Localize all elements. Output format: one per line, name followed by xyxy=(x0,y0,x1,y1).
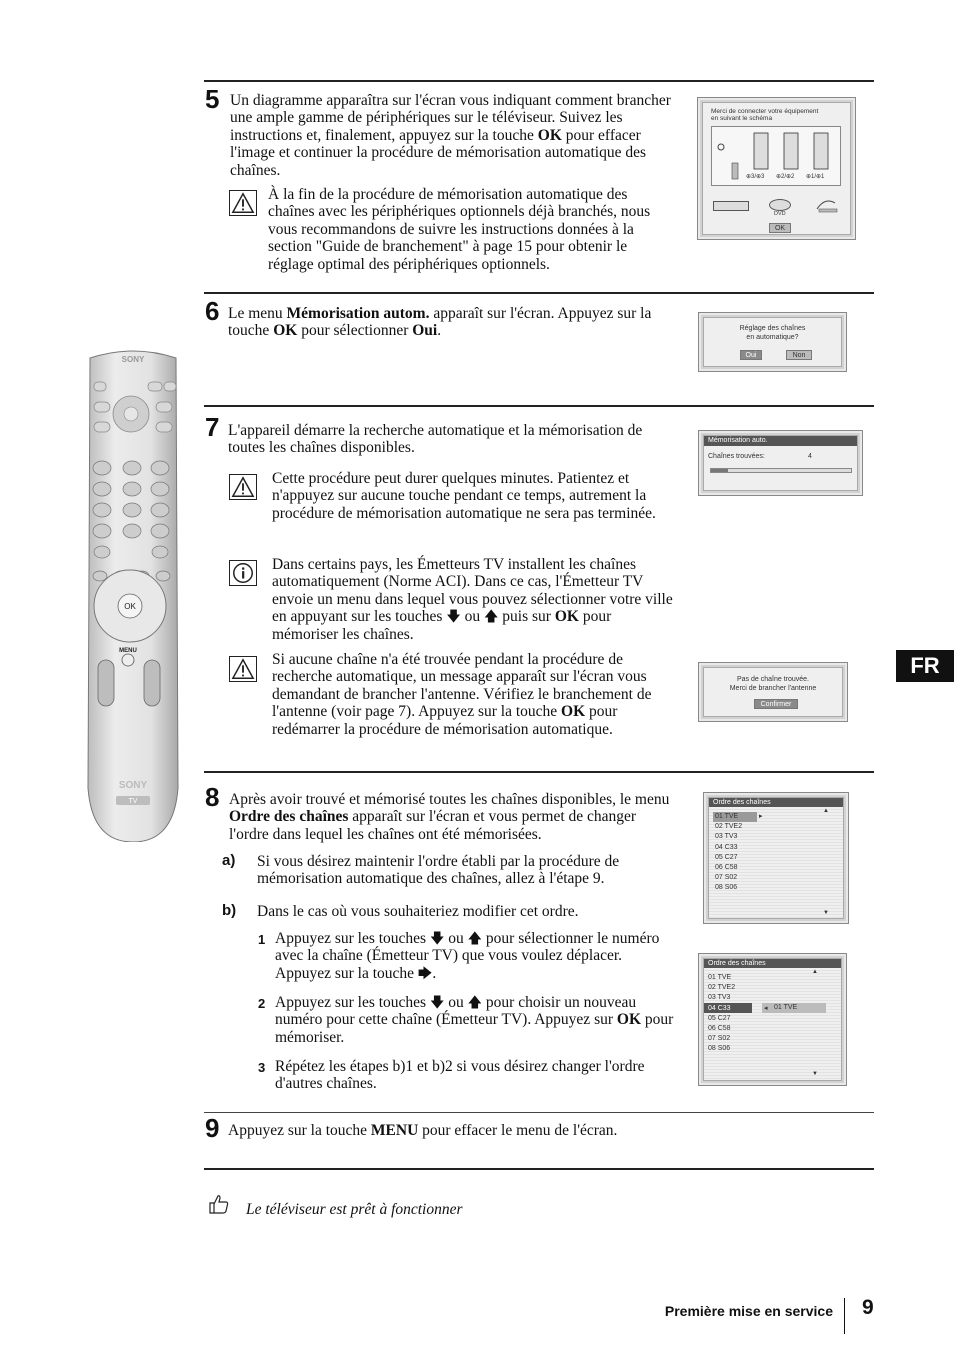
divider xyxy=(204,1112,874,1113)
progress-bar xyxy=(710,468,852,473)
warning-icon xyxy=(229,190,257,216)
arrow-down-icon: 🡇 xyxy=(446,609,461,626)
dvd-icon xyxy=(769,199,791,211)
language-tab: FR xyxy=(896,650,954,682)
step-8-a-text: Si vous désirez maintenir l'ordre établi par la procédure de mémorisation automatique des chaînes, allez à l'étape 9. xyxy=(257,853,620,888)
step-8-text: Après avoir trouvé et mémorisé toutes les chaînes disponibles, le menu Ordre des chaînes apparaît sur l'écran et vous permet de changer l'ordre dans lequel les chaînes ont été mémorisées. xyxy=(229,791,670,843)
arrow-left-icon: ◂ xyxy=(764,1005,768,1012)
step-9-number: 9 xyxy=(205,1113,220,1143)
no-channel-line-1: Pas de chaîne trouvée. xyxy=(737,676,809,683)
list-item[interactable]: 02 TVE2 xyxy=(708,984,736,992)
scroll-up-icon: ▲ xyxy=(823,808,829,814)
list-item[interactable]: 05 C27 xyxy=(715,853,738,861)
diagram-line-2: en suivant le schéma xyxy=(711,115,773,122)
move-target-label: 01 TVE xyxy=(774,1004,798,1011)
list-item[interactable]: 07 S02 xyxy=(715,874,738,882)
page-number: 9 xyxy=(862,1296,874,1319)
step-8-b-label: b) xyxy=(222,902,237,919)
step-7-warning-2: Si aucune chaîne n'a été trouvée pendant la procédure de recherche automatique, un message apparaît sur l'écran vous demandant de brancher l'antenne. Vérifiez le branchement de l'antenne (voir page 7). Appuyez sur la touche OK pour redémarrer la procédure de mémorisation automatique. xyxy=(272,651,652,738)
substep-3-text: Répétez les étapes b)1 et b)2 si vous désirez changer l'ordre d'autres chaînes. xyxy=(275,1058,645,1093)
satellite-icon xyxy=(815,197,839,213)
screen-connection-diagram xyxy=(697,97,856,240)
screen-channel-order-2 xyxy=(698,953,847,1086)
channels-found-count: 4 xyxy=(808,453,812,460)
scroll-down-icon: ▼ xyxy=(812,1071,818,1077)
step-8-a-label: a) xyxy=(222,852,236,869)
channels-found-label: Chaînes trouvées: xyxy=(708,453,765,460)
prompt-line-2: en automatique? xyxy=(746,334,799,341)
screen-auto-store xyxy=(698,430,863,496)
list-item[interactable]: 06 C58 xyxy=(708,1025,731,1033)
step-8-number: 8 xyxy=(205,782,220,812)
list-item[interactable]: 04 C33 xyxy=(708,1004,731,1012)
step-7-text: L'appareil démarre la recherche automatique et la mémorisation de toutes les chaînes disponibles. xyxy=(228,422,643,457)
arrow-down-icon: 🡇 xyxy=(429,995,445,1011)
scroll-down-icon: ▼ xyxy=(823,910,829,916)
step-7-warning-1: Cette procédure peut durer quelques minutes. Patientez et n'appuyez sur aucune touche pendant ce temps, autrement la procédure de mémorisation automatique ne sera pas terminée. xyxy=(272,470,656,522)
svg-text:TV: TV xyxy=(128,798,138,805)
scart-label-3: ⊕3/⊕3 xyxy=(746,174,765,180)
list-item[interactable]: 01 TVE xyxy=(708,974,732,981)
confirm-button[interactable]: Confirmer xyxy=(754,699,798,709)
svg-text:MENU: MENU xyxy=(119,648,137,654)
screen-no-channel xyxy=(698,662,848,722)
list-item[interactable]: 03 TV3 xyxy=(715,833,738,841)
diagram-ok-button[interactable]: OK xyxy=(769,223,791,233)
divider xyxy=(204,80,874,82)
diagram-line-1: Merci de connecter votre équipement xyxy=(711,108,819,115)
list-item[interactable]: 02 TVE2 xyxy=(715,823,743,831)
list-item[interactable]: 04 C33 xyxy=(715,843,738,851)
substep-1-text: Appuyez sur les touches 🡇 ou 🡅 pour sélectionner le numéro avec la chaîne (Émetteur TV) que vous voulez déplacer. Appuyez sur la touche 🡆. xyxy=(275,930,660,982)
arrow-right-icon: 🡆 xyxy=(417,965,433,982)
step-5-text: Un diagramme apparaîtra sur l'écran vous indiquant comment brancher une ample gamme de périphériques sur le téléviseur. Suivez les instructions et, finalement, appuyez sur la touche OK pour effacer l'image et continuer la procédure de mémorisation automatique des chaînes. xyxy=(230,92,671,179)
info-icon xyxy=(229,560,257,586)
footer-divider xyxy=(844,1298,845,1334)
list-item[interactable]: 01 TVE xyxy=(715,813,739,820)
screen-channel-order-1 xyxy=(703,792,849,924)
substep-2-number: 2 xyxy=(258,996,266,1011)
prompt-line-1: Réglage des chaînes xyxy=(739,325,806,332)
list-item[interactable]: 08 S06 xyxy=(708,1045,731,1053)
channel-order-title: Ordre des chaînes xyxy=(709,798,843,807)
step-9-text: Appuyez sur la touche MENU pour effacer le menu de l'écran. xyxy=(228,1122,618,1139)
list-item[interactable]: 06 C58 xyxy=(715,864,738,872)
screen-auto-tuning-prompt xyxy=(698,312,847,372)
channel-order-title: Ordre des chaînes xyxy=(704,959,841,968)
arrow-up-icon: 🡅 xyxy=(484,609,499,626)
divider xyxy=(204,405,874,407)
divider xyxy=(204,1168,874,1170)
divider xyxy=(204,771,874,773)
remote-control-illustration xyxy=(84,348,182,842)
svg-text:SONY: SONY xyxy=(118,780,148,791)
scroll-up-icon: ▲ xyxy=(812,969,818,975)
yes-button[interactable]: Oui xyxy=(740,350,762,360)
warning-icon xyxy=(229,474,257,500)
final-note: Le téléviseur est prêt à fonctionner xyxy=(246,1201,463,1218)
arrow-up-icon: 🡅 xyxy=(467,995,483,1011)
arrow-up-icon: 🡅 xyxy=(467,931,483,947)
vcr-icon xyxy=(713,201,749,211)
dvd-label: DVD xyxy=(774,211,786,217)
step-6-text: Le menu Mémorisation autom. apparaît sur l'écran. Appuyez sur la touche OK pour sélectionner Oui. xyxy=(228,305,652,340)
auto-store-title: Mémorisation auto. xyxy=(704,436,857,446)
list-item[interactable]: 03 TV3 xyxy=(708,994,731,1002)
list-item[interactable]: 05 C27 xyxy=(708,1014,731,1022)
no-channel-line-2: Merci de brancher l'antenne xyxy=(729,685,817,692)
svg-text:SONY: SONY xyxy=(121,355,145,364)
scart-label-2: ⊕2/⊕2 xyxy=(776,174,795,180)
thumbs-up-icon xyxy=(207,1192,231,1216)
list-item[interactable]: 07 S02 xyxy=(708,1035,731,1043)
warning-icon xyxy=(229,656,257,682)
tv-back-panel xyxy=(711,126,841,186)
no-button[interactable]: Non xyxy=(786,350,812,360)
substep-3-number: 3 xyxy=(258,1060,266,1075)
divider xyxy=(204,292,874,294)
list-item[interactable]: 08 S06 xyxy=(715,884,738,892)
arrow-right-icon: ▸ xyxy=(759,813,763,820)
step-5-warning-text: À la fin de la procédure de mémorisation automatique des chaînes avec les périphériques optionnels déjà branchés, nous vous recommandons de suivre les instructions données à la section "Guide de branchement" à page 15 pour obtenir le réglage optimal des périphériques optionnels. xyxy=(268,186,651,273)
step-7-number: 7 xyxy=(205,412,220,442)
step-5-number: 5 xyxy=(205,84,220,114)
scart-label-1: ⊕1/⊕1 xyxy=(806,174,825,180)
step-6-number: 6 xyxy=(205,296,220,326)
substep-1-number: 1 xyxy=(258,932,266,947)
footer-section-title: Première mise en service xyxy=(664,1303,833,1319)
svg-text:OK: OK xyxy=(124,602,136,611)
step-7-info-text: Dans certains pays, les Émetteurs TV installent les chaînes automatiquement (Norme ACI). Dans ce cas, l'Émetteur TV envoie un menu dans lequel vous pouvez sélectionner votre ville en appuyant sur les touches 🡇 ou 🡅 puis sur OK pour mémoriser les chaînes. xyxy=(272,556,673,643)
step-8-b-text: Dans le cas où vous souhaiteriez modifier cet ordre. xyxy=(257,903,579,920)
substep-2-text: Appuyez sur les touches 🡇 ou 🡅 pour choisir un nouveau numéro pour cette chaîne (Émetteur TV). Appuyez sur OK pour mémoriser. xyxy=(275,994,674,1046)
arrow-down-icon: 🡇 xyxy=(429,931,445,947)
